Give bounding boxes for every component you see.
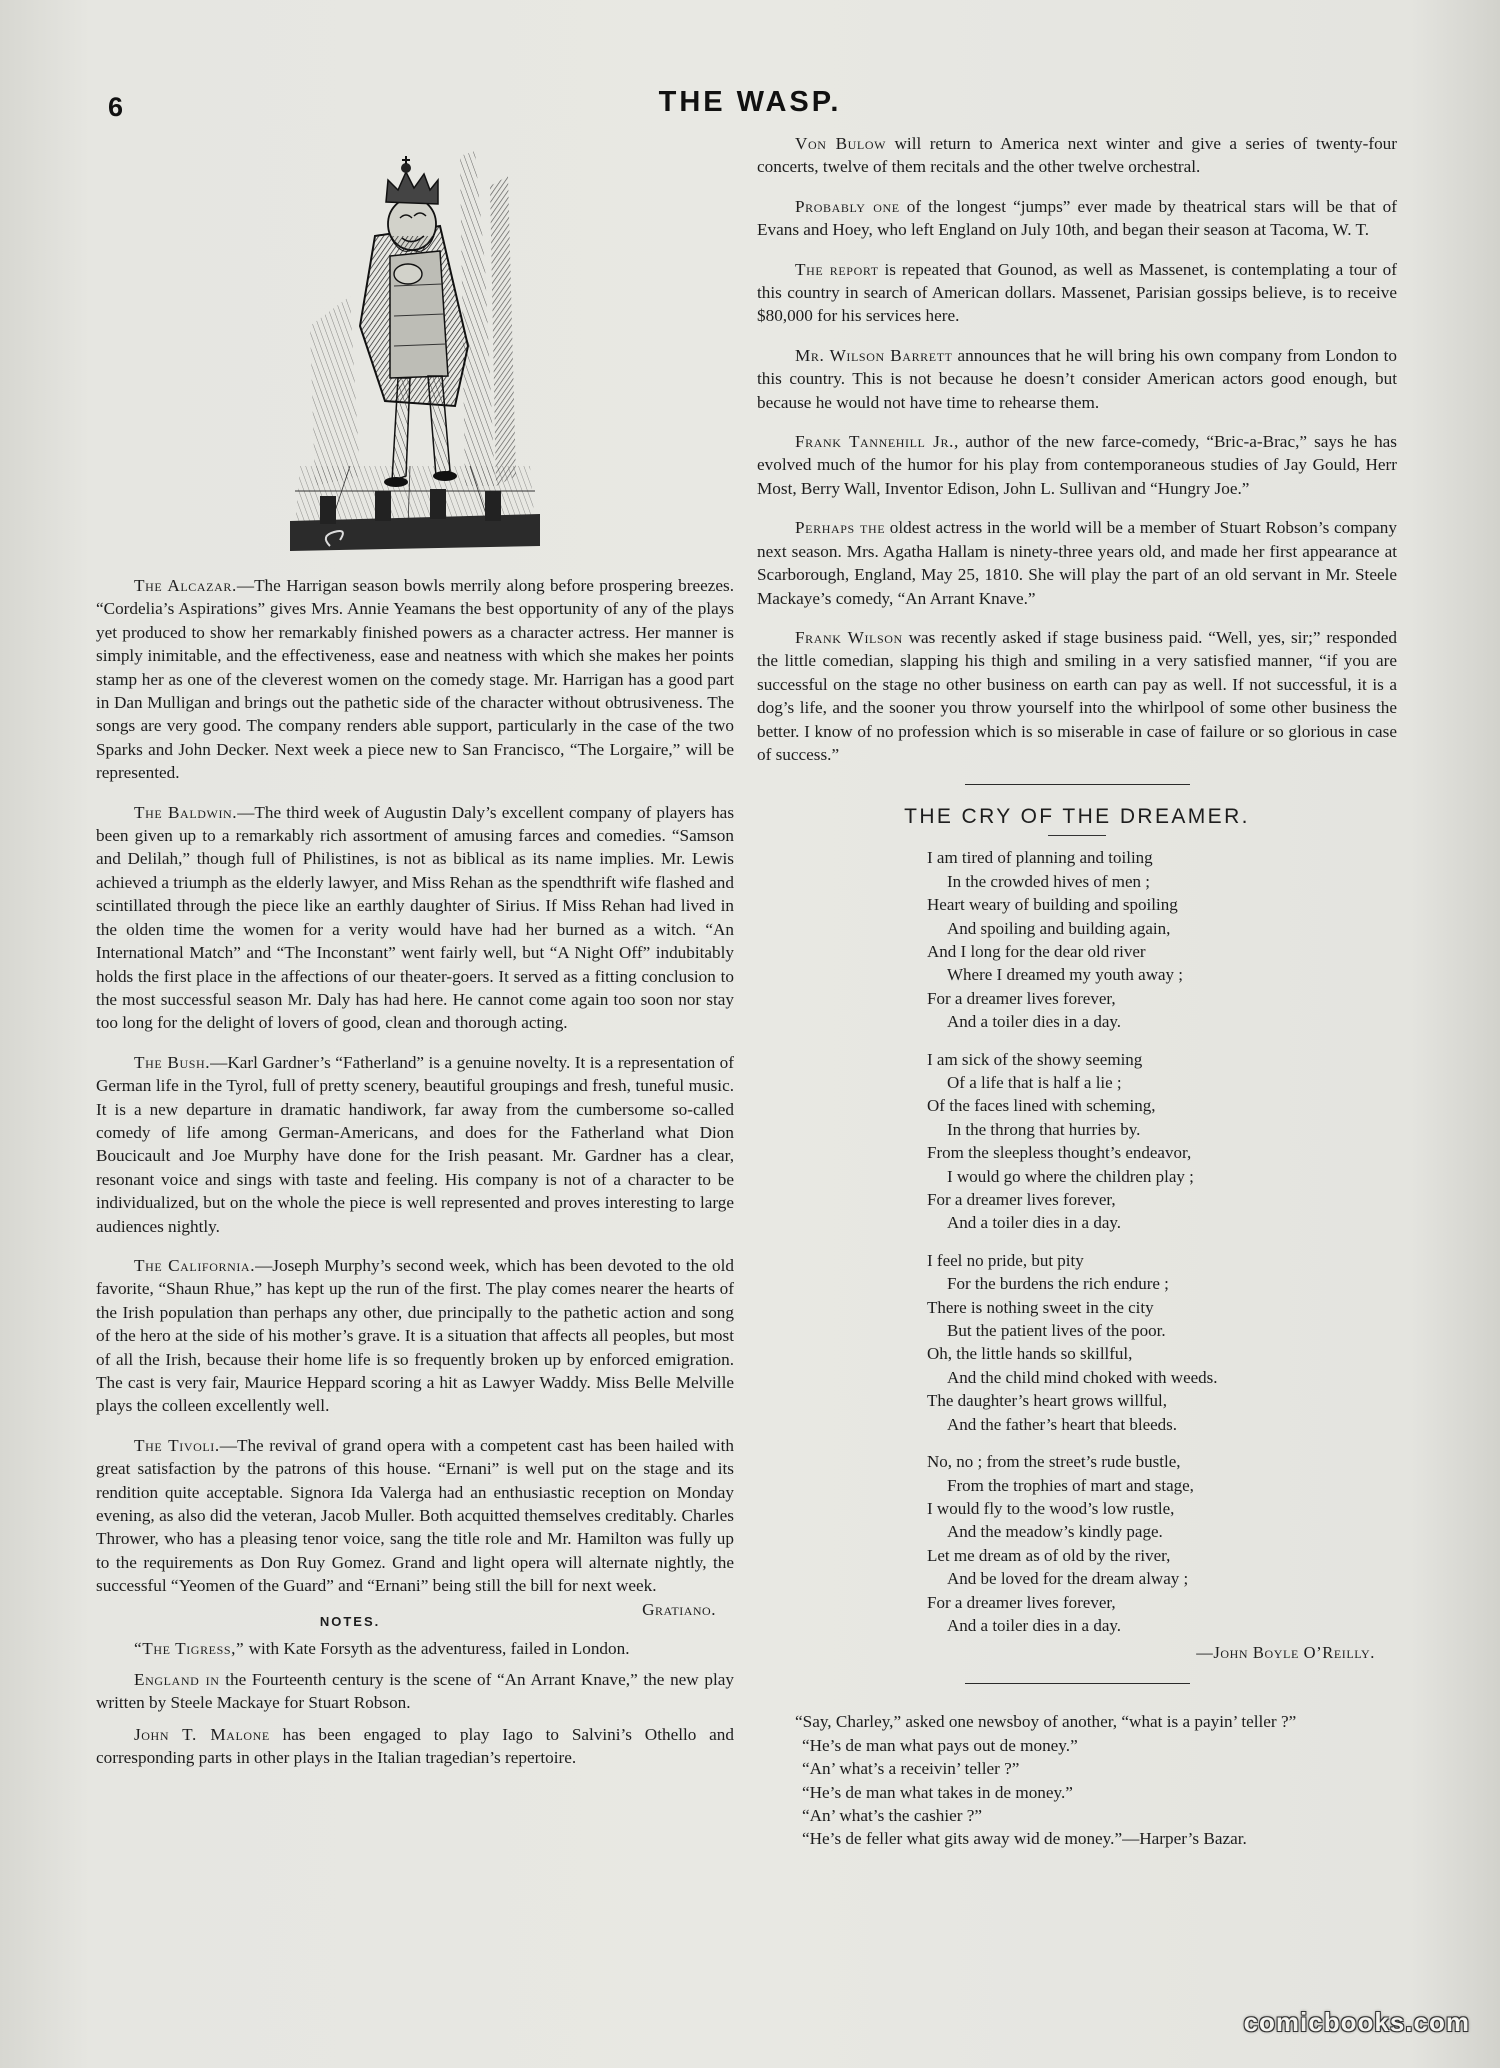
poem-line: I would fly to the wood’s low rustle, (927, 1498, 1175, 1518)
bush-lead: The Bush. (134, 1052, 211, 1072)
poem-line: And spoiling and building again, (947, 918, 1171, 938)
news-lead: Von Bulow (795, 134, 887, 153)
poem-line: Let me dream as of old by the river, (927, 1545, 1171, 1565)
poem-line: I feel no pride, but pity (927, 1250, 1084, 1270)
bush-review (96, 1051, 734, 1238)
left-column (96, 132, 734, 1778)
news-lead: Perhaps the (795, 518, 886, 538)
dialogue-line: “He’s de man what pays out de money.” (802, 1735, 1078, 1755)
news-item (757, 516, 1397, 610)
note-text: has been engaged to play Iago to Salvini’s Othello and corresponding parts in other plays in the Italian tragedian’s repertoire. (96, 1724, 734, 1768)
tivoli-signature: Gratiano. (642, 1599, 716, 1619)
poem-line: In the throng that hurries by. (947, 1119, 1141, 1139)
poem-line: From the sleepless thought’s endeavor, (927, 1143, 1192, 1163)
note-text: the Fourteenth century is the scene of “An Arrant Knave,” the new play written by Steele Mackaye for Stuart Robson. (96, 1670, 734, 1713)
poem-line: From the trophies of mart and stage, (947, 1475, 1194, 1495)
note-lead: England in (134, 1670, 220, 1690)
poem-line: But the patient lives of the poor. (947, 1321, 1166, 1341)
note-item (96, 1723, 734, 1770)
news-text: will return to America next winter and give a series of twenty-four concerts, twelve of them recitals and the other twelve orchestral. (757, 134, 1397, 177)
poem-line: For a dreamer lives forever, (927, 1190, 1116, 1210)
note-item (96, 1637, 734, 1660)
poem-line: There is nothing sweet in the city (927, 1297, 1154, 1317)
news-text: , author of the new farce-comedy, “Bric-a-Brac,” says he has evolved much of the humor for his play from contemporaneous studies of Jay Gould, Herr Most, Berry Wall, Inventor Edison, John L. Sullivan and “Hungry Joe.” (757, 432, 1398, 498)
page-number: 6 (108, 92, 124, 122)
poem-attribution: —John Boyle O’Reilly. (1196, 1643, 1375, 1663)
news-item (757, 258, 1397, 328)
news-text: of the longest “jumps” ever made by theatrical stars will be that of Evans and Hoey, who left England on July 10th, and began their season at Tacoma, W. T. (757, 196, 1397, 240)
dialogue-line: “He’s de feller what gits away wid de money.”—Harper’s Bazar. (802, 1829, 1247, 1849)
poem-line: And the meadow’s kindly page. (947, 1522, 1163, 1542)
poem-line: And a toiler dies in a day. (947, 1012, 1122, 1032)
note-lead: “The Tigress,” (134, 1638, 245, 1658)
tivoli-review (96, 1434, 734, 1619)
news-lead: Frank Tannehill Jr. (795, 432, 954, 452)
alcazar-text: —The Harrigan season bowls merrily along before prospering breezes. “Cordelia’s Aspirations” gives Mrs. Annie Yeamans the best opportunity of any of the plays yet produced to show her remarkably finished powers as a character actress. Her manner is simply inimitable, and the effectiveness, ease and neatness with which she makes her points stamp her as one of the cleverest women on the comedy stage. Mr. Harrigan has a good part in Dan Mulligan and brings out the pathetic side of the character without obtrusiveness. The songs are very good. The company renders able support, particularly in the case of the two Sparks and John Decker. Next week a piece new to San Francisco, “The Lorgaire,” will be represented. (96, 576, 734, 783)
poem-line: In the crowded hives of men ; (947, 871, 1150, 891)
bush-text: —Karl Gardner’s “Fatherland” is a genuine novelty. It is a representation of German life in the Tyrol, full of pretty scenery, beautiful groupings and fresh, tuneful music. It is a new departure in dramatic handiwork, far away from the cumbersome so-called comedy of life among German-Americans, and does for the Fatherland what Dion Boucicault and Joe Murphy have done for the Irish peasant. Mr. Gardner has a clear, resonant voice and sings with taste and feeling. His company is not of a character to be individualized, but on the whole the piece is well represented and proves interesting to large audiences nightly. (96, 1052, 734, 1236)
news-lead: The report (795, 259, 879, 279)
masthead-title: THE WASP. (658, 86, 842, 118)
poem-line: For a dreamer lives forever, (927, 1592, 1116, 1612)
alcazar-review (96, 574, 734, 785)
news-text: oldest actress in the world will be a member of Stuart Robson’s company next season. Mrs. Agatha Hallam is ninety-three years old, and made her first appearance at Scarborough, England, May 25, 1810. She will play the part of an old servant in Mr. Steele Mackaye’s comedy, “An Arrant Knave.” (757, 518, 1397, 608)
poem-line: And a toiler dies in a day. (947, 1213, 1122, 1233)
dialogue-opening: “Say, Charley,” asked one newsboy of another, “what is a payin’ teller ?” (795, 1712, 1297, 1732)
poem-line: No, no ; from the street’s rude bustle, (927, 1452, 1181, 1472)
notes-heading: NOTES. (319, 1613, 381, 1629)
news-lead: Probably one (795, 196, 900, 216)
poem-title: THE CRY OF THE DREAMER. (904, 805, 1250, 829)
news-item (757, 430, 1397, 500)
poem-line: And a toiler dies in a day. (947, 1615, 1122, 1635)
note-text: with Kate Forsyth as the adventuress, failed in London. (244, 1638, 630, 1658)
news-lead: Frank Wilson (795, 627, 903, 647)
poem-line: And I long for the dear old river (927, 941, 1146, 961)
title-underline (1048, 835, 1106, 836)
dialogue-line: “He’s de man what takes in de money.” (802, 1782, 1073, 1802)
crowned-figure-illustration (290, 146, 540, 556)
section-divider (965, 784, 1190, 785)
poem-stanza (927, 1450, 1397, 1637)
california-lead: The California. (134, 1255, 256, 1275)
note-lead: John T. Malone (134, 1724, 270, 1744)
section-divider (965, 1683, 1190, 1684)
poem-line: Oh, the little hands so skillful, (927, 1344, 1133, 1364)
news-text: was recently asked if stage business paid. “Well, yes, sir;” responded the little comedian, slapping his thigh and smiling in a very satisfied manner, “if you are successful on the stage no other business on earth can pay as well. If not successful, it is a dog’s life, and the sooner you throw yourself into the whirlpool of some other business the better. I know of no profession which is so miserable in case of failure or so glorious in case of success.” (757, 627, 1397, 764)
poem-line: Heart weary of building and spoiling (927, 895, 1178, 915)
dialogue-line: “An’ what’s the cashier ?” (802, 1805, 983, 1825)
newsboy-dialogue (757, 1710, 1397, 1850)
poem-line: Where I dreamed my youth away ; (947, 965, 1184, 985)
poem-stanza (927, 846, 1397, 1033)
poem-line: I would go where the children play ; (947, 1166, 1194, 1186)
news-item (757, 344, 1397, 414)
right-column (757, 132, 1397, 1851)
poem-line: I am sick of the showy seeming (927, 1049, 1143, 1069)
poem-line: The daughter’s heart grows willful, (927, 1391, 1167, 1411)
news-text: is repeated that Gounod, as well as Massenet, is contemplating a tour of this country in search of American dollars. Massenet, Parisian gossips believe, is to receive $80,000 for his services here. (757, 259, 1397, 326)
baldwin-text: —The third week of Augustin Daly’s excellent company of players has been given up to a remarkably rich assortment of amusing farces and comedies. “Samson and Delilah,” though full of Philistines, is not as biblical as its name implies. Mr. Lewis achieved a triumph as the elderly lawyer, and Miss Rehan as the spendthrift wife flashed and scintillated through the piece like an earthly daughter of Sirius. If Miss Rehan had lived in the olden time the women for a verity would have had her burned as a witch. “An International Match” and “The Inconstant” went fairly well, but “A Night Off” indubitably holds the first place in the affections of our theater-goers. It served as a fitting conclusion to the most successful season Mr. Daly has had here. He cannot come again too soon nor stay too long for the delight of lovers of good, clean and thorough acting. (96, 802, 735, 1033)
poem-line: For the burdens the rich endure ; (947, 1274, 1169, 1294)
dialogue-line: “An’ what’s a receivin’ teller ?” (802, 1759, 1020, 1779)
poem-body (927, 846, 1397, 1637)
poem-line: Of the faces lined with scheming, (927, 1096, 1156, 1116)
poem-line: For a dreamer lives forever, (927, 988, 1116, 1008)
poem-line: Of a life that is half a lie ; (947, 1073, 1122, 1092)
tivoli-text: —The revival of grand opera with a competent cast has been hailed with great satisfaction by the patrons of this house. “Ernani” is well put on the stage and its rendition quite acceptable. Signora Ida Valerga had an enthusiastic reception on Monday evening, as also did the veteran, Jacob Muller. Both acquitted themselves creditably. Charles Thrower, who has a pleasing tenor voice, sang the title role and Mr. Hamilton was fully up to the requirements as Don Ruy Gomez. Grand and light opera will alternate nightly, the successful “Yeomen of the Guard” and “Ernani” being still the bill for next week. (96, 1435, 734, 1596)
news-item (757, 626, 1397, 766)
tivoli-lead: The Tivoli. (134, 1435, 220, 1455)
poem-stanza (927, 1048, 1397, 1235)
note-item (96, 1668, 734, 1715)
news-item (757, 195, 1397, 242)
california-text: —Joseph Murphy’s second week, which has been devoted to the old favorite, “Shaun Rhue,” has kept up the run of the first. The play comes nearer the hearts of the Irish population than perhaps any other, due principally to the pathetic action and song of the hero at the side of his mother’s grave. It is a situation that affects all peoples, but most of all the Irish, because their home life is so frequently broken up by enforced emigration. The cast is very fair, Maurice Heppard scoring a hit as Lawyer Waddy. Miss Belle Melville plays the colleen excellently well. (96, 1255, 735, 1416)
poem-line: And be loved for the dream alway ; (947, 1569, 1189, 1589)
news-lead: Mr. Wilson Barrett (795, 345, 953, 365)
poem-line: And the father’s heart that bleeds. (947, 1414, 1178, 1434)
california-review (96, 1254, 734, 1418)
poem-stanza (927, 1249, 1397, 1436)
poem-line: And the child mind choked with weeds. (947, 1367, 1218, 1387)
baldwin-lead: The Baldwin. (134, 802, 238, 822)
news-item (757, 132, 1397, 179)
site-watermark: comicbooks.com (1243, 2007, 1470, 2037)
news-text: announces that he will bring his own company from London to this country. This is not because he doesn’t consider American actors good enough, but because he would not have time to rehearse them. (757, 345, 1397, 412)
baldwin-review (96, 801, 734, 1035)
poem-line: I am tired of planning and toiling (927, 848, 1153, 868)
alcazar-lead: The Alcazar. (134, 576, 237, 595)
